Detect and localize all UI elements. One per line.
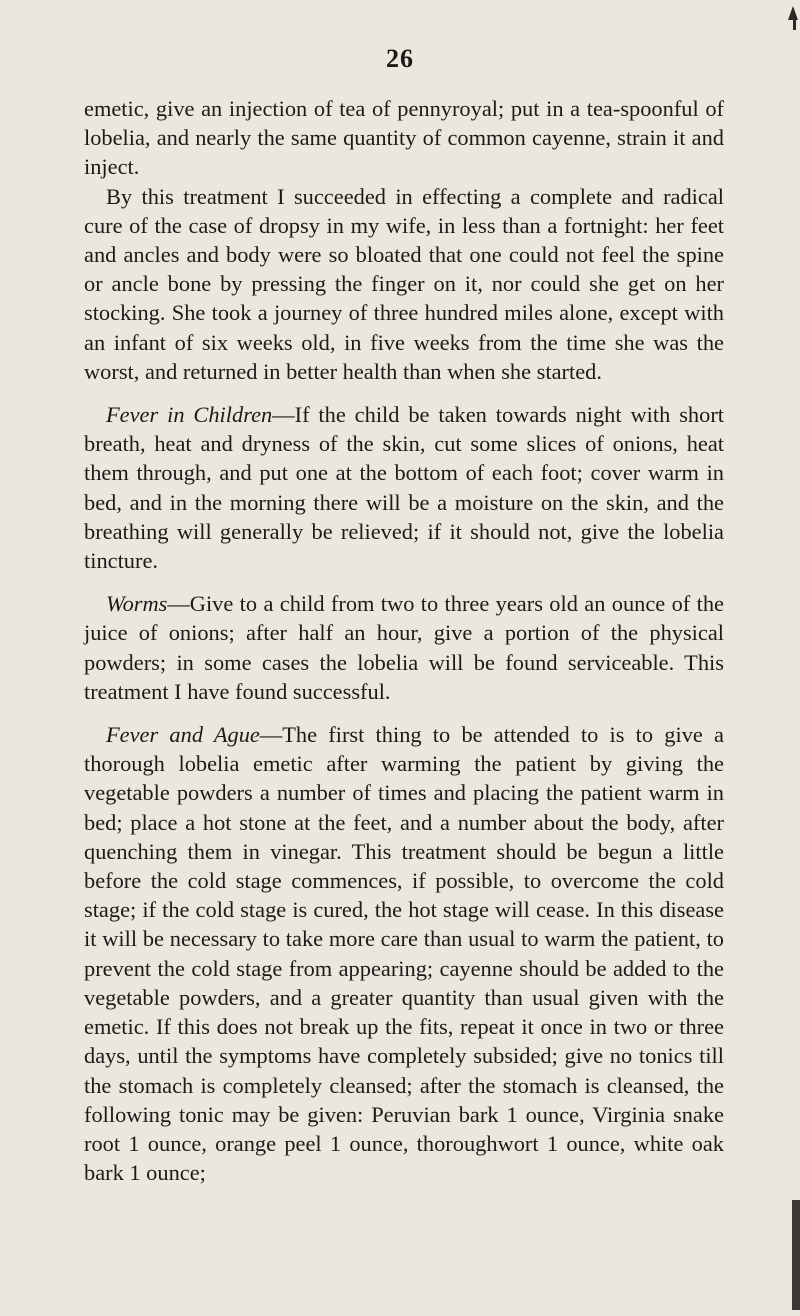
page-number: 26 bbox=[386, 44, 414, 73]
paragraph-emetic-continuation bbox=[84, 94, 724, 182]
section-heading: Fever and Ague bbox=[106, 722, 260, 748]
body-text bbox=[84, 94, 724, 1187]
paragraph-text: By this treatment I succeeded in effecting a complete and radical cure of the case of dropsy in my wife, in less than a fortnight: her feet and ancles and body were so bloated that one could not feel the spine or ancle bone by pressing the finger on it, nor could she get on her stocking. She took a journey of three hundred miles alone, except with an infant of six weeks old, in five weeks from the time she was the worst, and returned in better health than when she started. bbox=[84, 183, 724, 384]
edge-tick-mark bbox=[793, 20, 796, 30]
section-heading: Worms bbox=[106, 591, 168, 617]
section-heading: Fever in Children bbox=[106, 402, 273, 428]
paragraph-text: —If the child be taken towards night with short breath, heat and dryness of the skin, cut some slices of onions, heat them through, and put one at the bottom of each foot; cover warm in bed, and in the morning there will be a moisture on the skin, and the breathing will generally be relieved; if it should not, give the lobelia tincture. bbox=[84, 402, 724, 574]
paragraph-text: emetic, give an injection of tea of pennyroyal; put in a tea-spoonful of lobelia, and nearly the same quantity of common cayenne, strain it and inject. bbox=[84, 96, 724, 180]
paragraph-text: —Give to a child from two to three years old an ounce of the juice of onions; after half an hour, give a portion of the physical powders; in some cases the lobelia will be found serviceable. This treatment I have found successful. bbox=[84, 591, 724, 704]
paragraph-dropsy-cure bbox=[84, 182, 724, 386]
section-fever-and-ague bbox=[84, 720, 724, 1187]
edge-arrow-mark bbox=[788, 6, 798, 20]
section-worms bbox=[84, 589, 724, 706]
section-fever-in-children bbox=[84, 400, 724, 575]
paragraph-text: —The first thing to be attended to is to give a thorough lobelia emetic after warming the patient by giving the vegetable powders a number of times and placing the patient warm in bed; place a hot stone at the feet, and a number about the body, after quenching them in vinegar. This treatment should be begun a little before the cold stage commences, if possible, to overcome the cold stage; if the cold stage is cured, the hot stage will cease. In this disease it will be necessary to take more care than usual to warm the patient, to prevent the cold stage from appearing; cayenne should be added to the vegetable powders, and a greater quantity than usual given with the emetic. If this does not break up the fits, repeat it once in two or three days, until the symptoms have completely subsided; give no tonics till the stomach is completely cleansed; after the stomach is cleansed, the following tonic may be given: Peruvian bark 1 ounce, Virginia snake root 1 ounce, orange peel 1 ounce, thoroughwort 1 ounce, white oak bark 1 ounce; bbox=[84, 722, 724, 1186]
scan-edge-shadow bbox=[792, 1200, 800, 1310]
